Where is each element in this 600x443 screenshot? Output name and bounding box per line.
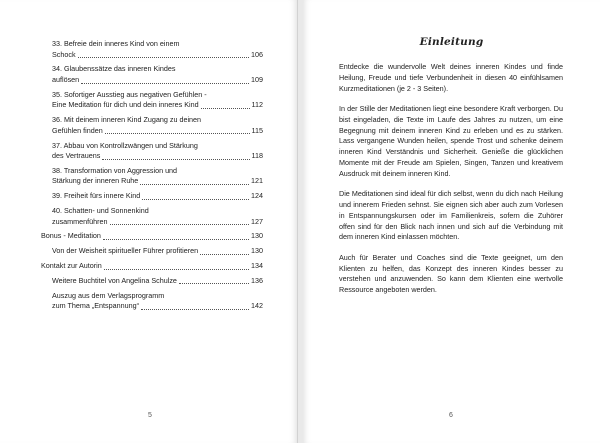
body-text bbox=[339, 62, 563, 306]
toc-page-number: 106 bbox=[251, 49, 263, 59]
paragraph: Die Meditationen sind ideal für dich selbst, wenn du dich nach Heilung und innerem Frieden sehnst. Sie eignen sich aber auch zum Vorlesen in Entspannungskursen oder im Familienkreis, sofern die Zuhörer offen sind für den Blick nach innen und sich auf die Verbindung mit dem inneren Kind einlassen möchten. bbox=[339, 189, 563, 242]
toc-entry[interactable] bbox=[41, 231, 263, 242]
toc-entry[interactable] bbox=[41, 39, 263, 60]
toc-entry-title: Von der Weisheit spiritueller Führer profitieren bbox=[52, 246, 199, 256]
toc-entry-title: zusammenführen bbox=[52, 216, 108, 226]
toc-page-number: 109 bbox=[251, 74, 263, 84]
toc-entry-title-line: Auszug aus dem Verlagsprogramm bbox=[52, 290, 165, 300]
toc-entry[interactable] bbox=[41, 291, 263, 312]
page-number-left: 5 bbox=[148, 412, 152, 419]
toc-entry[interactable] bbox=[41, 206, 263, 227]
toc-entry-title-line: 38. Transformation von Aggression und bbox=[52, 165, 178, 175]
toc-entry[interactable] bbox=[41, 261, 263, 272]
toc-entry-title: Stärkung der inneren Ruhe bbox=[52, 176, 139, 186]
toc-page-number: 130 bbox=[251, 246, 263, 256]
toc-entry-title: auflösen bbox=[52, 74, 80, 84]
toc-page-number: 134 bbox=[251, 260, 263, 270]
toc-entry[interactable] bbox=[41, 246, 263, 257]
toc-entry[interactable] bbox=[41, 64, 263, 85]
toc-page-number: 127 bbox=[251, 216, 263, 226]
toc-entry[interactable] bbox=[41, 166, 263, 187]
toc-page-number: 124 bbox=[251, 191, 263, 201]
page-number-right: 6 bbox=[449, 412, 453, 419]
right-page bbox=[303, 0, 600, 443]
toc-dot-leader bbox=[102, 158, 249, 160]
toc-page-number: 136 bbox=[251, 275, 263, 285]
toc-entry-title: zum Thema „Entspannung“ bbox=[52, 301, 139, 311]
toc-dot-leader bbox=[140, 183, 249, 185]
toc-entry-title: 39. Freiheit fürs innere Kind bbox=[52, 191, 141, 201]
toc-page-number: 118 bbox=[251, 151, 263, 161]
paragraph: Entdecke die wundervolle Welt deines inneren Kindes und finde Heilung, Freude und tiefe Verbundenheit in diesen 40 einfühlsamen Kurzmeditationen (je 2 - 3 Seiten). bbox=[339, 62, 563, 93]
toc-entry-title-line: 34. Glaubenssätze das inneren Kindes bbox=[52, 64, 176, 74]
toc-entry[interactable] bbox=[41, 90, 263, 111]
toc-dot-leader bbox=[141, 308, 249, 310]
toc-dot-leader bbox=[142, 198, 249, 200]
toc-entry-title-line: 36. Mit deinem inneren Kind Zugang zu deinen bbox=[52, 115, 202, 125]
toc-page-number: 115 bbox=[251, 125, 263, 135]
toc-entry-title-line: 33. Befreie dein inneres Kind von einem bbox=[52, 39, 180, 48]
toc-entry-title-line: 37. Abbau von Kontrollzwängen und Stärkung bbox=[52, 140, 198, 150]
toc-dot-leader bbox=[179, 282, 249, 284]
toc-dot-leader bbox=[110, 223, 249, 225]
toc-dot-leader bbox=[200, 253, 249, 255]
toc-entry[interactable] bbox=[41, 141, 263, 162]
left-page bbox=[0, 0, 298, 443]
toc-page-number: 121 bbox=[251, 176, 263, 186]
toc-entry[interactable] bbox=[41, 191, 263, 202]
toc-entry-title: Kontakt zur Autorin bbox=[41, 260, 102, 270]
toc-dot-leader bbox=[103, 238, 249, 240]
toc-entry-title: Weitere Buchtitel von Angelina Schulze bbox=[52, 275, 177, 285]
toc-entry-title: Schock bbox=[52, 49, 76, 59]
toc-entry-title-line: 40. Schatten- und Sonnenkind bbox=[52, 206, 149, 216]
toc-page-number: 130 bbox=[251, 231, 263, 241]
toc-entry[interactable] bbox=[41, 276, 263, 287]
toc-entry-title: Eine Meditation für dich und dein inneres Kind bbox=[52, 100, 199, 110]
toc-entry[interactable] bbox=[41, 115, 263, 136]
toc-dot-leader bbox=[105, 132, 250, 134]
paragraph: Auch für Berater und Coaches sind die Texte geeignet, um den Klienten zu helfen, das Konzept des inneren Kindes besser zu verstehen und anzuwenden. So kann dem Klienten eine wertvolle Ressource angeboten werden. bbox=[339, 252, 563, 295]
toc-entry-title: Gefühlen finden bbox=[52, 125, 103, 135]
toc-dot-leader bbox=[104, 268, 249, 270]
toc-page-number: 142 bbox=[251, 301, 263, 311]
paragraph: In der Stille der Meditationen liegt eine besondere Kraft verborgen. Du bist eingeladen, die Texte im Laufe des Jahres zu nutzen, um eine Begegnung mit deinem inneren Kind zu erleben und es zu stärken. Lass vergangene Wunden heilen, spende Trost und schenke deinem inneren Kind Verständnis und Sicherheit. Genieße die glücklichen Momente mit der Freude am Spielen, Singen, Tanzen und kreativem Ausdruck mit deinem inneren Kind. bbox=[339, 103, 563, 178]
toc-entry-title-line: 35. Sofortiger Ausstieg aus negativen Gefühlen - bbox=[52, 89, 207, 99]
toc-dot-leader bbox=[81, 82, 249, 84]
toc-entry-title: Bonus - Meditation bbox=[41, 231, 101, 241]
toc-page-number: 112 bbox=[251, 100, 263, 110]
toc-entry-title: des Vertrauens bbox=[52, 151, 101, 161]
toc-dot-leader bbox=[201, 107, 250, 109]
table-of-contents bbox=[41, 39, 263, 316]
chapter-heading: Einleitung bbox=[419, 36, 484, 48]
toc-dot-leader bbox=[78, 56, 249, 58]
